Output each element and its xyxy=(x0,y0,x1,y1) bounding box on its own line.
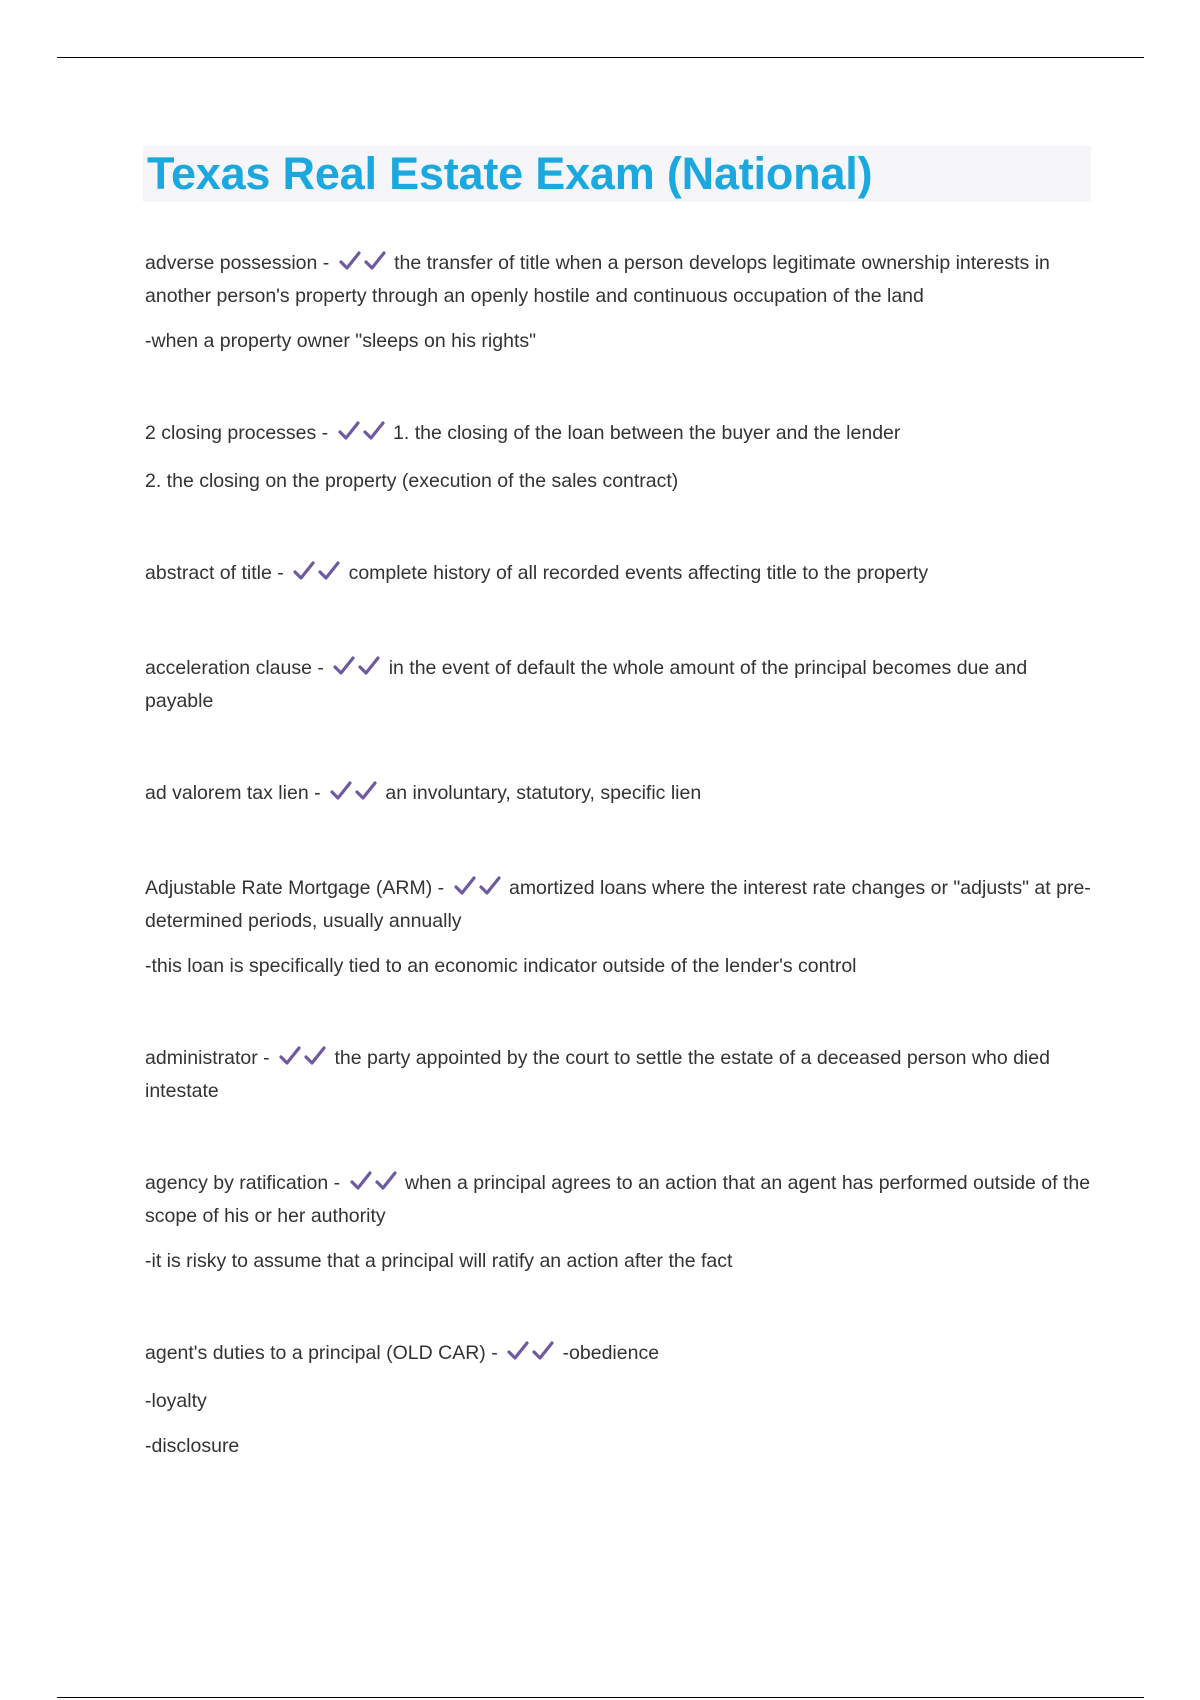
entry-term: administrator - xyxy=(145,1047,270,1069)
entry-ad-valorem-tax-lien xyxy=(145,778,1095,811)
double-check-icon xyxy=(507,1340,555,1371)
entry-extra: -when a property owner "sleeps on his rights" xyxy=(145,330,537,352)
entry-adjustable-rate-mortgage xyxy=(145,873,1095,981)
entry-term: 2 closing processes - xyxy=(145,422,329,444)
entry-definition: the transfer of title when a person develops legitimate ownership interests in another person's property through an openly hostile and continuous occupation of the land xyxy=(145,252,1050,307)
entry-definition: -obedience xyxy=(562,1342,660,1364)
entry-definition: an involuntary, statutory, specific lien xyxy=(385,782,702,804)
entry-extra: 2. the closing on the property (execution of the sales contract) xyxy=(145,470,679,492)
entry-term: abstract of title - xyxy=(145,562,284,584)
entry-term: agent's duties to a principal (OLD CAR) - xyxy=(145,1342,498,1364)
entry-extra: -disclosure xyxy=(145,1435,240,1457)
entry-term: acceleration clause - xyxy=(145,657,324,679)
double-check-icon xyxy=(293,560,341,591)
double-check-icon xyxy=(350,1170,398,1201)
entry-definition: when a principal agrees to an action that an agent has performed outside of the scope of his or her authority xyxy=(145,1172,1091,1227)
entry-agents-duties xyxy=(145,1338,1095,1461)
document-title: Texas Real Estate Exam (National) xyxy=(147,148,873,199)
double-check-icon xyxy=(339,250,387,281)
entry-extra: -this loan is specifically tied to an economic indicator outside of the lender's control xyxy=(145,955,857,977)
entry-acceleration-clause xyxy=(145,653,1095,716)
entry-term: Adjustable Rate Mortgage (ARM) - xyxy=(145,877,445,899)
entry-term: adverse possession - xyxy=(145,252,330,274)
double-check-icon xyxy=(338,420,386,451)
title-banner xyxy=(143,146,1091,202)
bottom-rule xyxy=(57,1697,1144,1698)
top-rule xyxy=(57,57,1144,58)
entry-definition: complete history of all recorded events affecting title to the property xyxy=(348,562,929,584)
entry-definition: 1. the closing of the loan between the buyer and the lender xyxy=(393,422,901,444)
double-check-icon xyxy=(330,780,378,811)
entry-administrator xyxy=(145,1043,1095,1106)
entry-agency-by-ratification xyxy=(145,1168,1095,1276)
entry-definition: in the event of default the whole amount of the principal becomes due and payable xyxy=(145,657,1028,712)
flashcard-list xyxy=(145,248,1095,1523)
entry-definition: the party appointed by the court to settle the estate of a deceased person who died intestate xyxy=(145,1047,1050,1102)
entry-extra: -loyalty xyxy=(145,1390,207,1412)
entry-term: ad valorem tax lien - xyxy=(145,782,321,804)
entry-term: agency by ratification - xyxy=(145,1172,341,1194)
double-check-icon xyxy=(279,1045,327,1076)
entry-extra: -it is risky to assume that a principal will ratify an action after the fact xyxy=(145,1250,733,1272)
entry-definition: amortized loans where the interest rate changes or "adjusts" at pre-determined periods, usually annually xyxy=(145,877,1091,932)
entry-adverse-possession xyxy=(145,248,1095,356)
double-check-icon xyxy=(454,875,502,906)
double-check-icon xyxy=(333,655,381,686)
entry-2-closing-processes xyxy=(145,418,1095,496)
entry-abstract-of-title xyxy=(145,558,1095,591)
